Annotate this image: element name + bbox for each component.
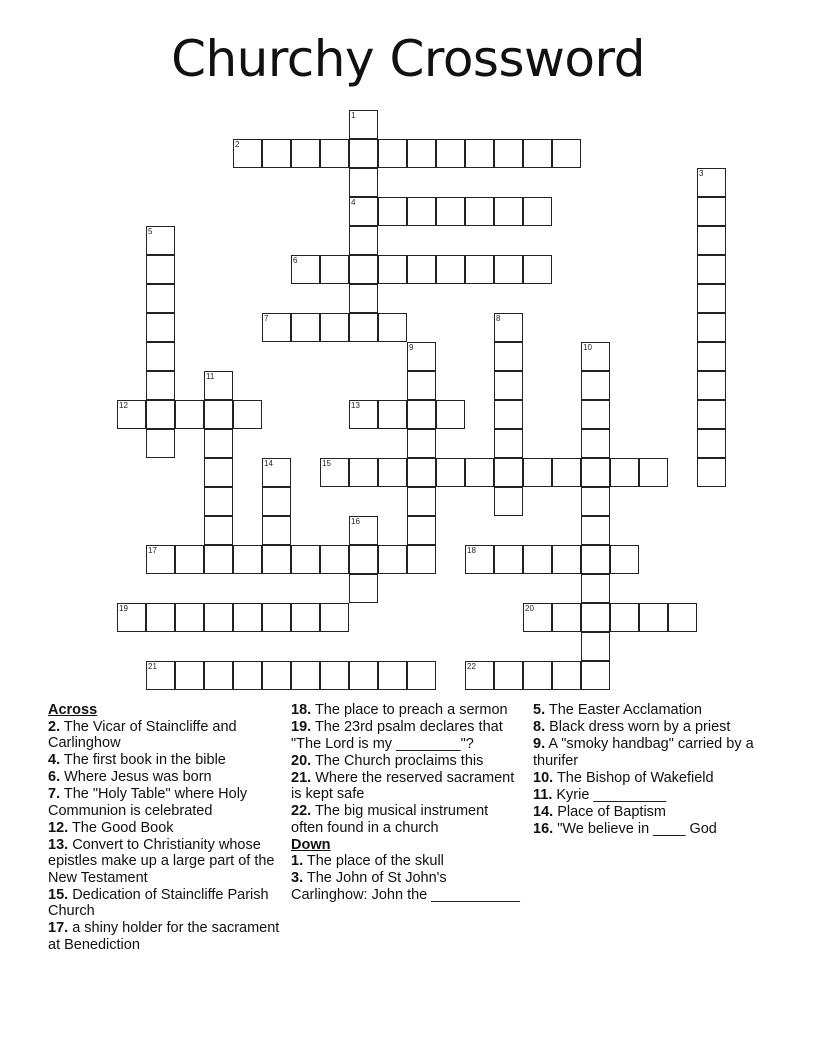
- grid-cell[interactable]: [494, 545, 523, 574]
- clue-number: 15: [322, 459, 331, 468]
- grid-cell[interactable]: [581, 429, 610, 458]
- grid-cell[interactable]: [407, 255, 436, 284]
- grid-cell[interactable]: [697, 313, 726, 342]
- grid-cell[interactable]: [175, 661, 204, 690]
- grid-cell[interactable]: [581, 603, 610, 632]
- grid-cell[interactable]: [436, 255, 465, 284]
- grid-cell[interactable]: [320, 313, 349, 342]
- grid-cell[interactable]: [697, 458, 726, 487]
- grid-cell[interactable]: [146, 661, 175, 690]
- clue: 14. Place of Baptism: [533, 803, 666, 820]
- grid-cell[interactable]: [146, 255, 175, 284]
- grid-cell[interactable]: [552, 661, 581, 690]
- grid-cell[interactable]: [146, 603, 175, 632]
- clue-number: 22: [467, 662, 476, 671]
- grid-cell[interactable]: [581, 545, 610, 574]
- clue-number-label: 6.: [48, 769, 61, 785]
- grid-cell[interactable]: [668, 603, 697, 632]
- grid-cell[interactable]: [262, 487, 291, 516]
- grid-cell[interactable]: [407, 661, 436, 690]
- clue-number: 3: [699, 169, 704, 178]
- clue: 8. Black dress worn by a priest: [533, 719, 731, 735]
- grid-cell[interactable]: [117, 400, 146, 429]
- clue-number-label: 13.: [48, 836, 69, 853]
- grid-cell[interactable]: [204, 400, 233, 429]
- grid-cell[interactable]: [378, 545, 407, 574]
- grid-cell[interactable]: [146, 429, 175, 458]
- grid-cell[interactable]: [581, 516, 610, 545]
- grid-cell[interactable]: [349, 516, 378, 545]
- clue: 18. The place to preach a sermon: [291, 702, 508, 718]
- grid-cell[interactable]: [291, 603, 320, 632]
- grid-cell[interactable]: [146, 400, 175, 429]
- clue-number: 14: [264, 459, 273, 468]
- grid-cell[interactable]: [407, 371, 436, 400]
- grid-cell[interactable]: [233, 139, 262, 168]
- grid-cell[interactable]: [204, 429, 233, 458]
- grid-cell[interactable]: [204, 516, 233, 545]
- across-clue-list-continued: [291, 702, 523, 836]
- grid-cell[interactable]: [436, 400, 465, 429]
- grid-cell[interactable]: [320, 458, 349, 487]
- down-clue-list-continued: [533, 702, 769, 837]
- grid-cell[interactable]: [581, 632, 610, 661]
- grid-cell[interactable]: [291, 313, 320, 342]
- grid-cell[interactable]: [465, 139, 494, 168]
- grid-cell[interactable]: [523, 139, 552, 168]
- grid-cell[interactable]: [494, 661, 523, 690]
- grid-cell[interactable]: [523, 545, 552, 574]
- clue-number: 8: [496, 314, 501, 323]
- grid-cell[interactable]: [175, 545, 204, 574]
- clues-column-1: [48, 702, 284, 954]
- grid-cell[interactable]: [494, 371, 523, 400]
- clue-number-label: 21.: [291, 769, 312, 786]
- grid-cell[interactable]: [697, 197, 726, 226]
- grid-cell[interactable]: [581, 371, 610, 400]
- grid-cell[interactable]: [262, 139, 291, 168]
- grid-cell[interactable]: [262, 313, 291, 342]
- grid-cell[interactable]: [465, 661, 494, 690]
- grid-cell[interactable]: [581, 661, 610, 690]
- grid-cell[interactable]: [697, 168, 726, 197]
- grid-cell[interactable]: [291, 545, 320, 574]
- clue: 3. The John of St John's Carlinghow: John the ___________: [291, 870, 520, 903]
- clue-number: 13: [351, 401, 360, 410]
- grid-cell[interactable]: [146, 313, 175, 342]
- grid-cell[interactable]: [552, 545, 581, 574]
- clue-number-label: 15.: [48, 886, 69, 903]
- clue-number-label: 3.: [291, 870, 304, 886]
- grid-cell[interactable]: [494, 139, 523, 168]
- grid-cell[interactable]: [175, 603, 204, 632]
- clue-number: 12: [119, 401, 128, 410]
- grid-cell[interactable]: [581, 400, 610, 429]
- grid-cell[interactable]: [262, 545, 291, 574]
- grid-cell[interactable]: [320, 139, 349, 168]
- grid-cell[interactable]: [523, 458, 552, 487]
- grid-cell[interactable]: [378, 661, 407, 690]
- grid-cell[interactable]: [378, 313, 407, 342]
- clues-column-3: [533, 702, 769, 838]
- grid-cell[interactable]: [697, 284, 726, 313]
- grid-cell[interactable]: [697, 400, 726, 429]
- grid-cell[interactable]: [697, 429, 726, 458]
- clue: 5. The Easter Acclamation: [533, 702, 702, 718]
- grid-cell[interactable]: [262, 661, 291, 690]
- clue: 9. A "smoky handbag" carried by a thurifer: [533, 736, 754, 769]
- down-heading: Down: [291, 836, 331, 853]
- clue-number: 10: [583, 343, 592, 352]
- grid-cell[interactable]: [349, 284, 378, 313]
- grid-cell[interactable]: [436, 197, 465, 226]
- clue-number-label: 16.: [533, 820, 554, 837]
- clue-number-label: 10.: [533, 769, 554, 786]
- clue-number-label: 12.: [48, 819, 69, 836]
- clue-number: 6: [293, 256, 298, 265]
- clue-number-label: 8.: [533, 719, 546, 735]
- grid-cell[interactable]: [581, 342, 610, 371]
- grid-cell[interactable]: [349, 574, 378, 603]
- grid-cell[interactable]: [581, 458, 610, 487]
- grid-cell[interactable]: [320, 255, 349, 284]
- grid-cell[interactable]: [494, 342, 523, 371]
- grid-cell[interactable]: [494, 255, 523, 284]
- grid-cell[interactable]: [407, 342, 436, 371]
- grid-cell[interactable]: [697, 342, 726, 371]
- clue-number-label: 22.: [291, 803, 312, 819]
- clue-number: 11: [206, 372, 215, 381]
- grid-cell[interactable]: [204, 371, 233, 400]
- grid-cell[interactable]: [639, 603, 668, 632]
- clue-number: 9: [409, 343, 414, 352]
- clue-number-label: 18.: [291, 702, 312, 718]
- grid-cell[interactable]: [465, 545, 494, 574]
- grid-cell[interactable]: [465, 197, 494, 226]
- clue-number-label: 4.: [48, 752, 61, 768]
- clue: 20. The Church proclaims this: [291, 752, 484, 769]
- clue-number-label: 9.: [533, 736, 546, 752]
- grid-cell[interactable]: [494, 400, 523, 429]
- grid-cell[interactable]: [523, 255, 552, 284]
- grid-cell[interactable]: [349, 168, 378, 197]
- grid-cell[interactable]: [204, 661, 233, 690]
- clue-number-label: 7.: [48, 786, 61, 802]
- grid-cell[interactable]: [407, 545, 436, 574]
- grid-cell[interactable]: [320, 603, 349, 632]
- clue-number: 20: [525, 604, 534, 613]
- grid-cell[interactable]: [204, 487, 233, 516]
- across-clue-list: [48, 719, 284, 954]
- grid-cell[interactable]: [407, 458, 436, 487]
- grid-cell[interactable]: [349, 661, 378, 690]
- grid-cell[interactable]: [146, 226, 175, 255]
- grid-cell[interactable]: [552, 458, 581, 487]
- clue-number: 4: [351, 198, 356, 207]
- clue: 2. The Vicar of Staincliffe and Carlinghow: [48, 718, 237, 751]
- clue-number-label: 1.: [291, 853, 304, 869]
- clue: 19. The 23rd psalm declares that "The Lord is my ________"?: [291, 719, 503, 752]
- grid-cell[interactable]: [407, 487, 436, 516]
- grid-cell[interactable]: [349, 226, 378, 255]
- clue-number: 17: [148, 546, 157, 555]
- grid-cell[interactable]: [407, 139, 436, 168]
- grid-cell[interactable]: [291, 139, 320, 168]
- grid-cell[interactable]: [407, 197, 436, 226]
- grid-cell[interactable]: [407, 400, 436, 429]
- grid-cell[interactable]: [610, 603, 639, 632]
- grid-cell[interactable]: [204, 603, 233, 632]
- grid-cell[interactable]: [146, 545, 175, 574]
- clue-number: 2: [235, 140, 240, 149]
- grid-cell[interactable]: [349, 197, 378, 226]
- grid-cell[interactable]: [175, 400, 204, 429]
- grid-cell[interactable]: [552, 603, 581, 632]
- grid-cell[interactable]: [523, 603, 552, 632]
- grid-cell[interactable]: [523, 197, 552, 226]
- grid-cell[interactable]: [581, 487, 610, 516]
- grid-cell[interactable]: [146, 371, 175, 400]
- grid-cell[interactable]: [494, 487, 523, 516]
- clue: 7. The "Holy Table" where Holy Communion is celebrated: [48, 786, 248, 819]
- grid-cell[interactable]: [639, 458, 668, 487]
- grid-cell[interactable]: [407, 516, 436, 545]
- grid-cell[interactable]: [378, 458, 407, 487]
- grid-cell[interactable]: [349, 139, 378, 168]
- clue-number-label: 17.: [48, 920, 69, 936]
- grid-cell[interactable]: [494, 197, 523, 226]
- clue: 16. "We believe in ____ God: [533, 820, 717, 837]
- clue-number-label: 2.: [48, 718, 61, 735]
- clue: 12. The Good Book: [48, 819, 174, 836]
- grid-cell[interactable]: [262, 458, 291, 487]
- clues-column-2: [291, 702, 523, 904]
- clue-number: 18: [467, 546, 476, 555]
- grid-cell[interactable]: [349, 400, 378, 429]
- clue-number-label: 11.: [533, 786, 553, 803]
- clue: 6. Where Jesus was born: [48, 769, 212, 785]
- grid-cell[interactable]: [349, 255, 378, 284]
- clue-number: 7: [264, 314, 269, 323]
- clue: 1. The place of the skull: [291, 853, 444, 869]
- grid-cell[interactable]: [146, 342, 175, 371]
- grid-cell[interactable]: [262, 516, 291, 545]
- grid-cell[interactable]: [320, 545, 349, 574]
- grid-cell[interactable]: [233, 603, 262, 632]
- grid-cell[interactable]: [610, 545, 639, 574]
- clue-number: 21: [148, 662, 157, 671]
- grid-cell[interactable]: [349, 313, 378, 342]
- grid-cell[interactable]: [436, 139, 465, 168]
- clue: 15. Dedication of Staincliffe Parish Church: [48, 886, 269, 919]
- clue: 10. The Bishop of Wakefield: [533, 769, 714, 786]
- grid-cell[interactable]: [610, 458, 639, 487]
- grid-cell[interactable]: [494, 429, 523, 458]
- grid-cell[interactable]: [407, 429, 436, 458]
- clue: 21. Where the reserved sacrament is kept safe: [291, 769, 515, 802]
- across-heading: Across: [48, 702, 98, 718]
- grid-cell[interactable]: [697, 255, 726, 284]
- grid-cell[interactable]: [262, 603, 291, 632]
- clue-number-label: 20.: [291, 752, 312, 769]
- clue-number-label: 14.: [533, 803, 554, 820]
- grid-cell[interactable]: [436, 458, 465, 487]
- clue-number: 16: [351, 517, 360, 526]
- grid-cell[interactable]: [117, 603, 146, 632]
- grid-cell[interactable]: [581, 574, 610, 603]
- clue-number-label: 5.: [533, 702, 546, 718]
- grid-cell[interactable]: [494, 458, 523, 487]
- grid-cell[interactable]: [233, 545, 262, 574]
- clue: 13. Convert to Christianity whose epistles make up a large part of the New Testament: [48, 836, 275, 886]
- grid-cell[interactable]: [349, 110, 378, 139]
- grid-cell[interactable]: [494, 313, 523, 342]
- grid-cell[interactable]: [349, 458, 378, 487]
- grid-cell[interactable]: [204, 458, 233, 487]
- clue: 22. The big musical instrument often found in a church: [291, 803, 489, 836]
- grid-cell[interactable]: [465, 255, 494, 284]
- grid-cell[interactable]: [378, 197, 407, 226]
- page-title: Churchy Crossword: [171, 30, 645, 88]
- clue: 17. a shiny holder for the sacrament at Benediction: [48, 920, 280, 953]
- grid-cell[interactable]: [291, 661, 320, 690]
- clue-number-label: 19.: [291, 719, 312, 735]
- grid-cell[interactable]: [697, 371, 726, 400]
- clue: 4. The first book in the bible: [48, 752, 226, 768]
- grid-cell[interactable]: [233, 400, 262, 429]
- down-clue-list: [291, 853, 523, 903]
- grid-cell[interactable]: [349, 545, 378, 574]
- grid-cell[interactable]: [146, 284, 175, 313]
- grid-cell[interactable]: [552, 139, 581, 168]
- clue: 11. Kyrie _________: [533, 786, 667, 803]
- grid-cell[interactable]: [233, 661, 262, 690]
- clue-number: 5: [148, 227, 153, 236]
- grid-cell[interactable]: [204, 545, 233, 574]
- grid-cell[interactable]: [465, 458, 494, 487]
- clue-number: 19: [119, 604, 128, 613]
- grid-cell[interactable]: [697, 226, 726, 255]
- grid-cell[interactable]: [378, 400, 407, 429]
- grid-cell[interactable]: [378, 139, 407, 168]
- clue-number: 1: [351, 111, 356, 120]
- grid-cell[interactable]: [291, 255, 320, 284]
- grid-cell[interactable]: [320, 661, 349, 690]
- grid-cell[interactable]: [378, 255, 407, 284]
- grid-cell[interactable]: [523, 661, 552, 690]
